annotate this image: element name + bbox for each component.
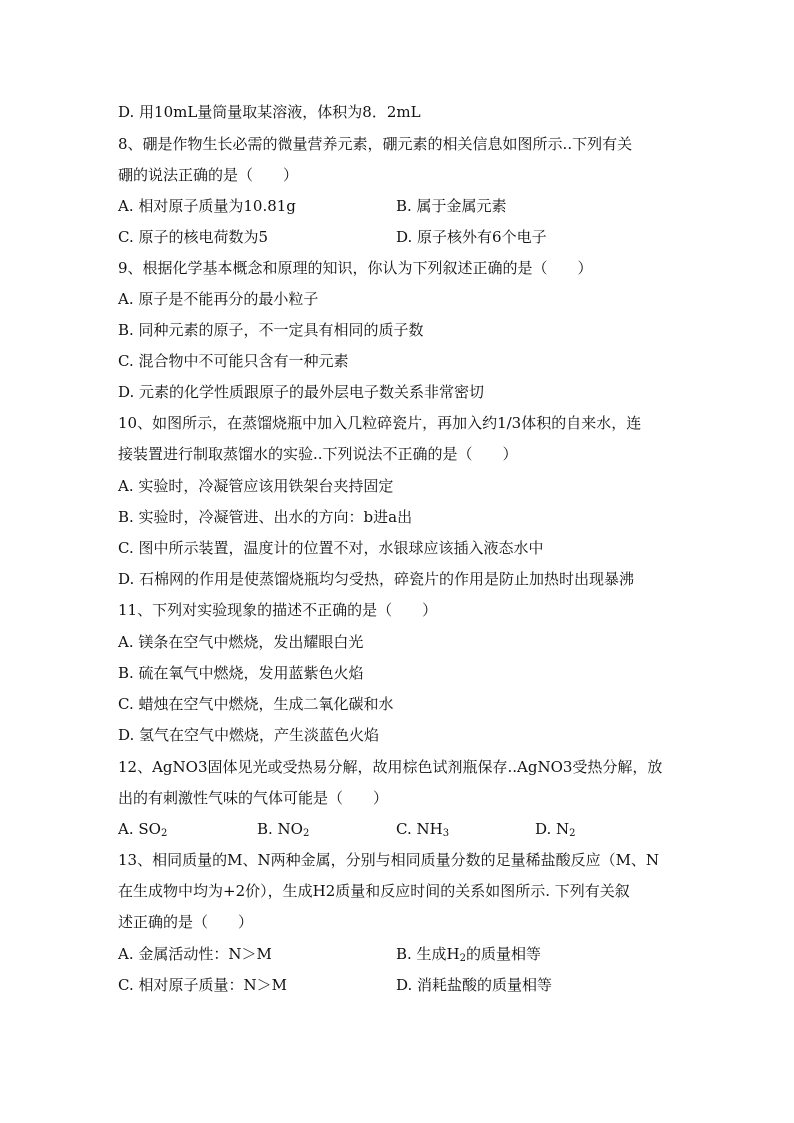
q8-option-d: D. 原子核外有6个电子 xyxy=(396,228,547,246)
q12-option-a-subscript: 2 xyxy=(160,828,168,839)
q9-stem: 9、根据化学基本概念和原理的知识，你认为下列叙述正确的是（ ） xyxy=(118,259,593,277)
q8-option-b: B. 属于金属元素 xyxy=(396,197,507,215)
q12-option-a xyxy=(118,819,167,839)
q12-option-a-text: A. SO xyxy=(118,820,161,838)
q10-stem-line1: 10、如图所示，在蒸馏烧瓶中加入几粒碎瓷片，再加入约1/3体积的自来水，连 xyxy=(118,414,642,432)
q11-stem: 11、下列对实验现象的描述不正确的是（ ） xyxy=(118,601,438,619)
q9-option-c: C. 混合物中不可能只含有一种元素 xyxy=(118,352,349,370)
q12-stem-line1: 12、AgNO3固体见光或受热易分解，故用棕色试剂瓶保存..AgNO3受热分解，放 xyxy=(118,758,663,776)
q8-stem-line2: 硼的说法正确的是（ ） xyxy=(118,166,299,184)
q8-option-c: C. 原子的核电荷数为5 xyxy=(118,228,269,246)
q13-option-b xyxy=(396,944,541,964)
q13-option-a: A. 金属活动性：N＞M xyxy=(118,945,272,963)
q13-option-b-subscript: 2 xyxy=(459,953,467,964)
q12-option-d xyxy=(535,819,576,839)
q13-option-b-suffix: 的质量相等 xyxy=(466,945,542,963)
q13-stem-line3: 述正确的是（ ） xyxy=(118,913,254,931)
q10-option-d: D. 石棉网的作用是使蒸馏烧瓶均匀受热，碎瓷片的作用是防止加热时出现暴沸 xyxy=(118,570,635,588)
q10-option-a: A. 实验时，冷凝管应该用铁架台夹持固定 xyxy=(118,477,394,495)
q12-option-c-subscript: 3 xyxy=(442,828,450,839)
q13-option-d: D. 消耗盐酸的质量相等 xyxy=(396,976,553,994)
q12-option-b-text: B. NO xyxy=(257,820,303,838)
q13-option-b-text: B. 生成H xyxy=(396,945,460,963)
q13-stem-line2: 在生成物中均为+2价），生成H2质量和反应时间的关系如图所示. 下列有关叙 xyxy=(118,882,630,900)
q12-option-c xyxy=(396,819,449,839)
q12-stem-line2: 出的有刺激性气味的气体可能是（ ） xyxy=(118,789,389,807)
q12-option-b-subscript: 2 xyxy=(302,828,310,839)
q13-option-c: C. 相对原子质量：N＞M xyxy=(118,976,287,994)
q8-option-a: A. 相对原子质量为10.81g xyxy=(118,197,296,215)
q10-stem-line2: 接装置进行制取蒸馏水的实验..下列说法不正确的是（ ） xyxy=(118,445,518,463)
q7-option-d: D. 用10mL量筒量取某溶液，体积为8．2mL xyxy=(118,103,421,121)
q12-option-d-text: D. N xyxy=(535,820,570,838)
q11-option-a: A. 镁条在空气中燃烧，发出耀眼白光 xyxy=(118,633,364,651)
q9-option-a: A. 原子是不能再分的最小粒子 xyxy=(118,290,319,308)
q12-option-c-text: C. NH xyxy=(396,820,443,838)
q9-option-d: D. 元素的化学性质跟原子的最外层电子数关系非常密切 xyxy=(118,383,485,401)
q12-option-b xyxy=(257,819,309,839)
q8-stem-line1: 8、硼是作物生长必需的微量营养元素，硼元素的相关信息如图所示..下列有关 xyxy=(118,135,633,153)
q13-stem-line1: 13、相同质量的M、N两种金属，分别与相同质量分数的足量稀盐酸反应（M、N xyxy=(118,851,660,869)
q11-option-b: B. 硫在氧气中燃烧，发用蓝紫色火焰 xyxy=(118,664,364,682)
q11-option-c: C. 蜡烛在空气中燃烧，生成二氧化碳和水 xyxy=(118,695,394,713)
q12-option-d-subscript: 2 xyxy=(569,828,576,839)
q10-option-b: B. 实验时，冷凝管进、出水的方向：b进a出 xyxy=(118,508,413,526)
q9-option-b: B. 同种元素的原子，不一定具有相同的质子数 xyxy=(118,321,424,339)
q10-option-c: C. 图中所示装置，温度计的位置不对，水银球应该插入液态水中 xyxy=(118,539,544,557)
q11-option-d: D. 氢气在空气中燃烧，产生淡蓝色火焰 xyxy=(118,726,380,744)
